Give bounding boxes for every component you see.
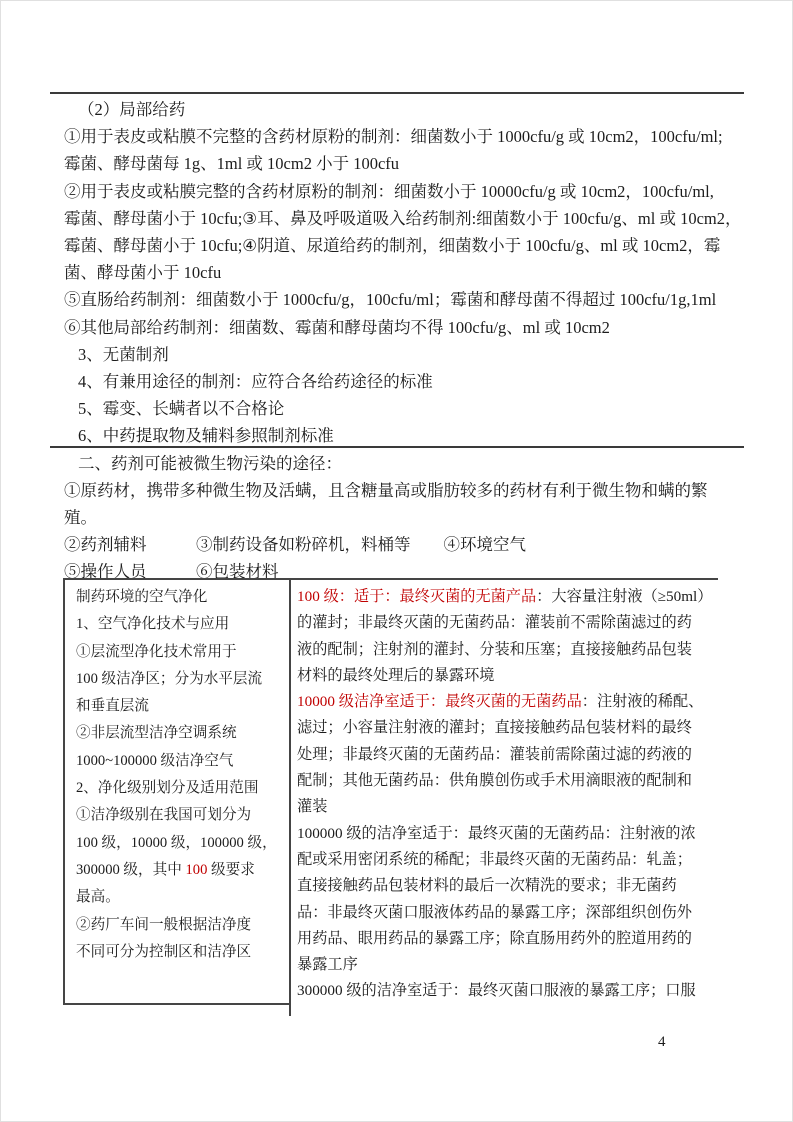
- text-line: 100000 级的洁净室适于：最终灭菌的无菌药品：注射液的浓: [297, 824, 696, 842]
- text-line: 10000 级洁净室适于：最终灭菌的无菌药品：注射液的稀配、: [297, 693, 704, 711]
- table-top-border: [63, 578, 718, 580]
- text-line: 配制；其他无菌药品：供角膜创伤或手术用滴眼液的配制和: [297, 772, 692, 790]
- text-line: 2、净化级别划分及适用范围: [76, 780, 259, 797]
- text-line: 用药品、眼用药品的暴露工序；除直肠用药外的腔道用药的: [297, 929, 692, 947]
- text-line: 300000 级，其中 100 级要求: [76, 861, 255, 878]
- text-line: 液的配制；注射剂的灌封、分装和压塞；直接接触药品包装: [297, 640, 692, 658]
- text-line: 5、霉变、长螨者以不合格论: [78, 399, 285, 419]
- text-line: 100 级，10000 级，100000 级，: [76, 834, 277, 851]
- text-line: 3、无菌制剂: [78, 344, 169, 364]
- text-line: ②药剂辅料 ③制药设备如粉碎机，料桶等 ④环境空气: [64, 535, 526, 555]
- text-line: 霉菌、酵母菌小于 10cfu;③耳、鼻及呼吸道吸入给药制剂:细菌数小于 100cfu/g、ml 或 10cm2，: [64, 208, 742, 228]
- text-line: 直接接触药品包装材料的最后一次精洗的要求；非无菌药: [297, 877, 677, 895]
- text-line: （2）局部给药: [78, 100, 186, 119]
- text-line: 灌装: [297, 798, 328, 816]
- table-left-cell-bottom-border: [63, 1003, 289, 1005]
- body-text: [64, 96, 740, 586]
- text-line: 暴露工序: [297, 956, 358, 974]
- text-line: ①洁净级别在我国可划分为: [76, 807, 252, 824]
- text-line: 的灌封；非最终灭菌的无菌药品：灌装前不需除菌滤过的药: [297, 614, 692, 632]
- table-left-cell: [76, 584, 288, 966]
- table-left-border: [63, 578, 65, 1005]
- text-line: 6、中药提取物及辅料参照制剂标准: [78, 426, 334, 446]
- text-line: 配或采用密闭系统的稀配；非最终灭菌的无菌药品：轧盖；: [297, 850, 692, 868]
- text-line: 菌、酵母菌小于 10cfu: [64, 263, 222, 283]
- header-rule: [50, 92, 744, 94]
- text-line: 二、药剂可能被微生物污染的途径：: [78, 453, 342, 473]
- text-line: 材料的最终处理后的暴露环境: [297, 666, 495, 684]
- text-line: 和垂直层流: [76, 698, 149, 715]
- text-line: 制药环境的空气净化: [76, 589, 208, 605]
- text-line: 不同可分为控制区和洁净区: [76, 943, 252, 960]
- text-line: 4、有兼用途径的制剂：应符合各给药途径的标准: [78, 372, 433, 392]
- text-line: ①原药材，携带多种微生物及活螨，且含糖量高或脂肪较多的药材有利于微生物和螨的繁: [64, 480, 708, 500]
- text-line: ②药厂车间一般根据洁净度: [76, 916, 252, 933]
- page-number: 4: [658, 1034, 666, 1050]
- text-line: 霉菌、酵母菌小于 10cfu;④阴道、尿道给药的制剂，细菌数小于 100cfu/g、ml 或 10cm2，霉: [64, 236, 721, 256]
- text-line: 100 级：适于：最终灭菌的无菌产品：大容量注射液（≥50ml）: [297, 588, 713, 605]
- text-line: 最高。: [76, 889, 120, 906]
- table-right-cell: [297, 584, 721, 1005]
- text-line: 1、空气净化技术与应用: [76, 616, 230, 633]
- text-line: ⑥其他局部给药制剂：细菌数、霉菌和酵母菌均不得 100cfu/g、ml 或 10cm2: [64, 317, 610, 337]
- text-line: 300000 级的洁净室适于：最终灭菌口服液的暴露工序；口服: [297, 982, 696, 1000]
- text-line: 殖。: [64, 508, 97, 528]
- text-line: 滤过；小容量注射液的灌封；直接接触药品包装材料的最终: [297, 719, 692, 737]
- text-line: ①用于表皮或粘膜不完整的含药材原粉的制剂：细菌数小于 1000cfu/g 或 10cm2，100cfu/ml;: [64, 127, 723, 147]
- text-line: ⑤操作人员 ⑥包装材料: [64, 562, 279, 582]
- text-line: 1000~100000 级洁净空气: [76, 752, 234, 769]
- text-line: ⑤直肠给药制剂：细菌数小于 1000cfu/g，100cfu/ml；霉菌和酵母菌不得超过 100cfu/1g,1ml: [64, 290, 717, 310]
- text-line: 100 级洁净区；分为水平层流: [76, 670, 263, 687]
- text-line: ②非层流型洁净空调系统: [76, 725, 237, 742]
- text-line: ①层流型净化技术常用于: [76, 643, 237, 660]
- text-line: 处理；非最终灭菌的无菌药品：灌装前需除菌过滤的药液的: [297, 745, 692, 763]
- text-line: 品：非最终灭菌口服液体药品的暴露工序；深部组织创伤外: [297, 903, 692, 921]
- table-column-divider: [289, 578, 291, 1016]
- text-line: 霉菌、酵母菌每 1g、1ml 或 10cm2 小于 100cfu: [64, 154, 400, 174]
- section-divider-rule: [50, 446, 744, 448]
- text-line: ②用于表皮或粘膜完整的含药材原粉的制剂：细菌数小于 10000cfu/g 或 10cm2，100cfu/ml,: [64, 181, 714, 201]
